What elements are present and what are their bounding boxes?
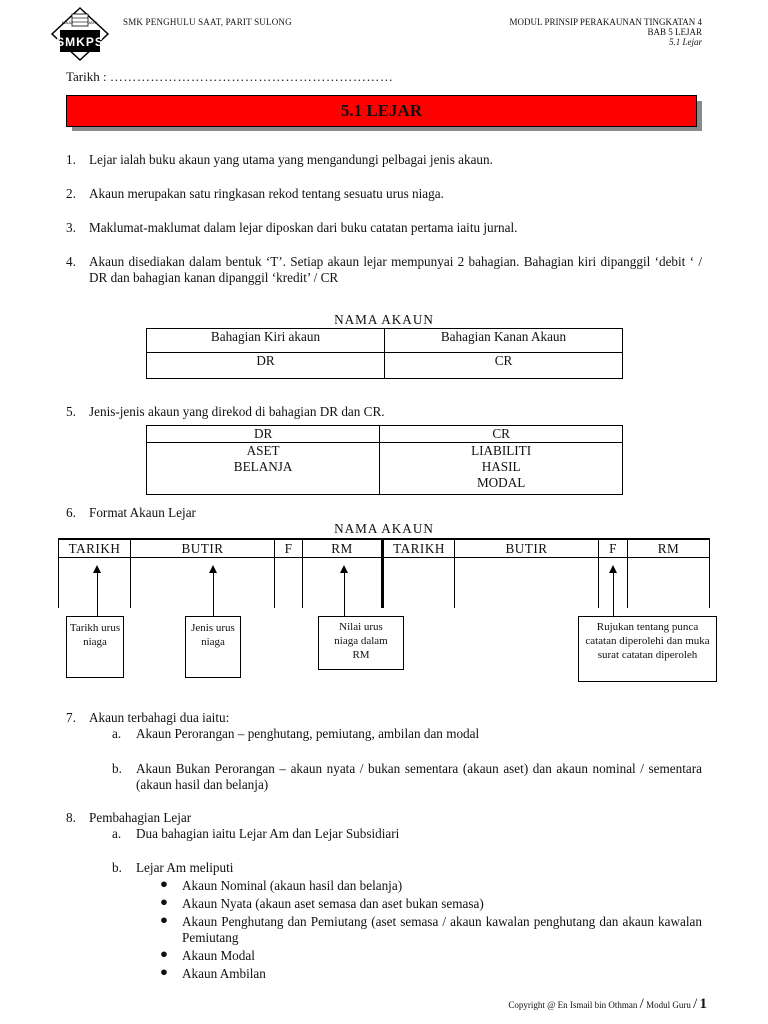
types-dr-cell bbox=[147, 443, 380, 495]
sub-label: b. bbox=[112, 761, 122, 776]
item-text: Lejar ialah buku akaun yang utama yang mengandungi pelbagai jenis akaun. bbox=[89, 152, 493, 167]
item-number: 3. bbox=[66, 220, 76, 235]
format-col-head: RM bbox=[331, 541, 353, 556]
date-line bbox=[66, 69, 393, 85]
sub-text: Dua bahagian iaitu Lejar Am dan Lejar Subsidiari bbox=[136, 826, 400, 841]
format-col-head: RM bbox=[657, 541, 680, 556]
footer-copyright: Copyright @ En Ismail bin Othman bbox=[508, 1000, 638, 1010]
format-caption: NAMA AKAUN bbox=[334, 521, 434, 536]
note-box-folio: Rujukan tentang punca catatan diperolehi dan muka surat catatan diperoleh bbox=[578, 616, 717, 682]
t-account-table bbox=[146, 328, 623, 379]
note-box-butir: Jenis urus niaga bbox=[185, 616, 241, 678]
bullet-icon: ● bbox=[160, 876, 168, 891]
page-footer bbox=[508, 996, 707, 1013]
sub-label: a. bbox=[112, 726, 122, 741]
format-vline bbox=[709, 538, 710, 608]
t-right-val: CR bbox=[385, 353, 623, 379]
school-name: SMK PENGHULU SAAT, PARIT SULONG bbox=[123, 17, 292, 27]
note-box-rm: Nilai urus niaga dalam RM bbox=[318, 616, 404, 670]
types-cr-cell bbox=[380, 443, 623, 495]
arrow-line bbox=[213, 572, 214, 616]
footer-separator: / bbox=[639, 996, 644, 1012]
bullet-icon: ● bbox=[160, 964, 168, 979]
footer-separator: / bbox=[693, 996, 698, 1012]
logo-text: SMKPS bbox=[56, 35, 104, 49]
page-title: 5.1 LEJAR bbox=[66, 95, 697, 127]
item-number: 6. bbox=[66, 505, 76, 520]
module-title: MODUL PRINSIP PERAKAUNAN TINGKATAN 4 bbox=[509, 17, 702, 27]
logo-right-text: JAYA bbox=[88, 20, 98, 25]
bullet-icon: ● bbox=[160, 912, 168, 927]
bullet-text: Akaun Penghutang dan Pemiutang (aset semasa / akaun kawalan penghutang dan akaun kawalan Pemiutang bbox=[182, 914, 702, 945]
sub-label: a. bbox=[112, 826, 122, 841]
account-types-table bbox=[146, 425, 623, 495]
format-col-head: TARIKH bbox=[393, 541, 445, 556]
bullet-text: Akaun Nominal (akaun hasil dan belanja) bbox=[182, 878, 403, 893]
arrow-line bbox=[613, 572, 614, 616]
item-text: Jenis-jenis akaun yang direkod di bahagian DR dan CR. bbox=[89, 404, 385, 419]
types-cr-item: HASIL bbox=[481, 459, 521, 474]
item-number: 8. bbox=[66, 810, 76, 825]
types-dr-head: DR bbox=[147, 426, 380, 443]
note-box-tarikh: Tarikh urus niaga bbox=[66, 616, 124, 678]
subtopic-title: 5.1 Lejar bbox=[668, 37, 702, 47]
format-col-head: TARIKH bbox=[68, 541, 121, 556]
date-label: Tarikh : bbox=[66, 69, 107, 84]
item-text: Format Akaun Lejar bbox=[89, 505, 196, 520]
types-dr-item: ASET bbox=[246, 443, 280, 458]
types-cr-item: MODAL bbox=[476, 475, 526, 490]
format-col-head: F bbox=[609, 541, 617, 556]
t-right-head: Bahagian Kanan Akaun bbox=[385, 329, 623, 353]
module-header bbox=[510, 17, 702, 47]
school-logo bbox=[48, 6, 112, 62]
bullet-text: Akaun Ambilan bbox=[182, 966, 266, 981]
item-number: 2. bbox=[66, 186, 76, 201]
bullet-icon: ● bbox=[160, 894, 168, 909]
page-number: 1 bbox=[699, 996, 707, 1012]
item-number: 5. bbox=[66, 404, 76, 419]
item-text: Akaun terbahagi dua iaitu: bbox=[89, 710, 230, 725]
footer-module: Modul Guru bbox=[646, 1000, 691, 1010]
logo-left-text: MAJU bbox=[62, 20, 73, 25]
types-dr-item: BELANJA bbox=[233, 459, 293, 474]
item-text: Akaun merupakan satu ringkasan rekod tentang sesuatu urus niaga. bbox=[89, 186, 444, 201]
format-col-head: F bbox=[284, 541, 293, 556]
chapter-title: BAB 5 LEJAR bbox=[647, 27, 702, 37]
t-account-caption: NAMA AKAUN bbox=[334, 312, 434, 327]
t-left-val: DR bbox=[147, 353, 385, 379]
format-top-rule bbox=[58, 538, 710, 540]
item-text: Akaun disediakan dalam bentuk ‘T’. Setiap akaun lejar mempunyai 2 bahagian. Bahagian kiri dipanggil ‘debit ‘ / DR dan bahagian kanan dipanggil ‘kredit’ / CR bbox=[89, 254, 702, 285]
arrow-line bbox=[344, 572, 345, 616]
format-col-head: BUTIR bbox=[181, 541, 224, 556]
sub-text: Akaun Bukan Perorangan – akaun nyata / bukan sementara (akaun aset) dan akaun nominal / sementara (akaun hasil dan belanja) bbox=[136, 761, 702, 792]
types-cr-item: LIABILITI bbox=[471, 443, 532, 458]
sub-label: b. bbox=[112, 860, 122, 875]
item-number: 4. bbox=[66, 254, 76, 269]
types-cr-head: CR bbox=[380, 426, 623, 443]
bullet-text: Akaun Nyata (akaun aset semasa dan aset bukan semasa) bbox=[182, 896, 484, 911]
sub-text: Akaun Perorangan – penghutang, pemiutang, ambilan dan modal bbox=[136, 726, 480, 741]
item-number: 7. bbox=[66, 710, 76, 725]
arrow-line bbox=[97, 572, 98, 616]
bullet-icon: ● bbox=[160, 946, 168, 961]
format-col-head: BUTIR bbox=[505, 541, 548, 556]
item-text: Pembahagian Lejar bbox=[89, 810, 192, 825]
sub-text: Lejar Am meliputi bbox=[136, 860, 234, 875]
item-text: Maklumat-maklumat dalam lejar diposkan dari buku catatan pertama iaitu jurnal. bbox=[89, 220, 518, 235]
item-number: 1. bbox=[66, 152, 76, 167]
t-left-head: Bahagian Kiri akaun bbox=[147, 329, 385, 353]
bullet-text: Akaun Modal bbox=[182, 948, 255, 963]
date-dots: ……………………………………………………… bbox=[109, 69, 394, 84]
format-head-rule bbox=[58, 557, 710, 558]
